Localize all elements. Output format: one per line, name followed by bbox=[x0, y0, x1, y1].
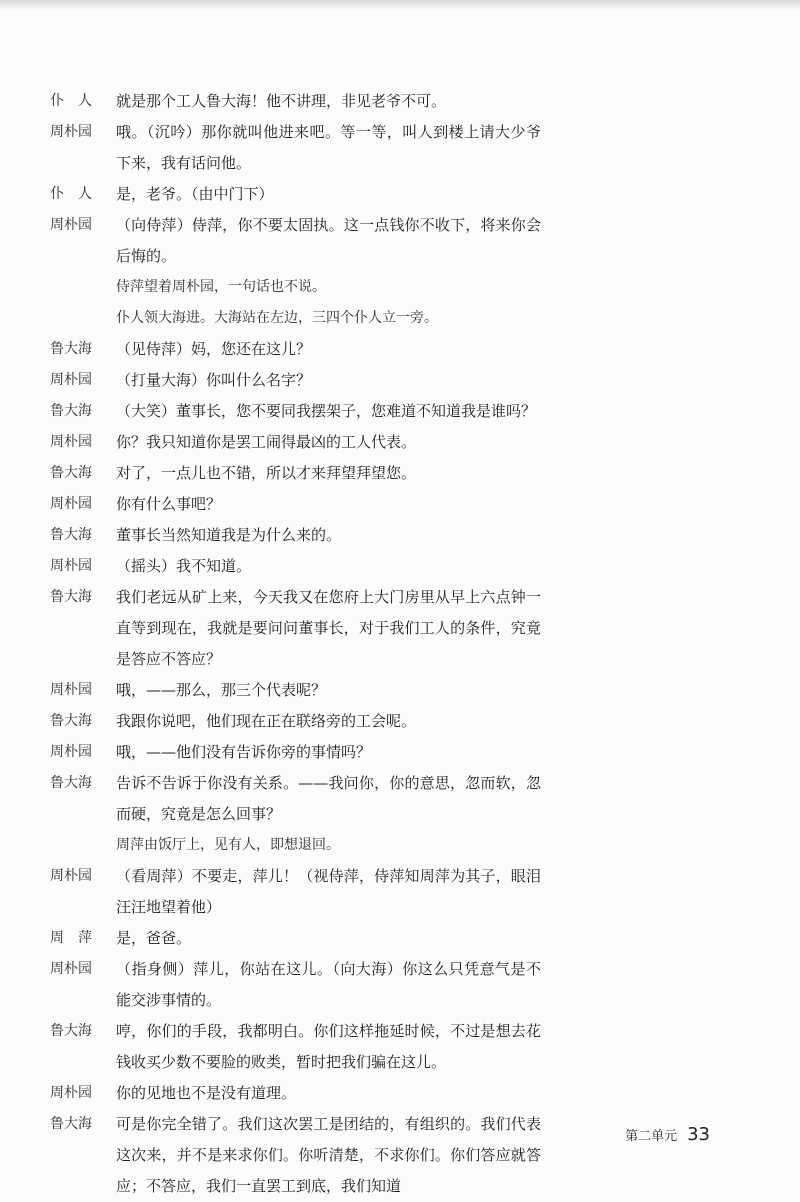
speech-text: （向侍萍）侍萍，你不要太固执。这一点钱你不收下，将来你会后悔的。 bbox=[116, 216, 541, 265]
script-body bbox=[50, 86, 550, 1202]
speech-text: 哦。（沉吟）那你就叫他进来吧。等一等，叫人到楼上请大少爷下来，我有话问他。 bbox=[116, 123, 541, 172]
dialogue-line bbox=[50, 396, 550, 427]
stage-direction: 周萍由饭厅上，见有人，即想退回。 bbox=[116, 837, 340, 853]
speaker-name: 仆 人 bbox=[50, 93, 92, 109]
speaker-name: 仆 人 bbox=[50, 186, 92, 202]
speaker-name: 周朴园 bbox=[50, 372, 92, 388]
dialogue-line bbox=[50, 179, 550, 210]
dialogue-line bbox=[50, 861, 550, 923]
stage-direction: 侍萍望着周朴园，一句话也不说。 bbox=[116, 279, 326, 295]
dialogue-line bbox=[50, 1078, 550, 1109]
dialogue-line bbox=[50, 582, 550, 675]
speaker-name: 周朴园 bbox=[50, 558, 92, 574]
speech-text: （打量大海）你叫什么名字？ bbox=[116, 371, 312, 389]
speaker-name: 周 萍 bbox=[50, 930, 92, 946]
speech-text: 哦，——那么，那三个代表呢？ bbox=[116, 681, 327, 699]
speaker-name: 鲁大海 bbox=[50, 1023, 92, 1039]
dialogue-line bbox=[50, 1016, 550, 1078]
speech-text: 对了，一点儿也不错，所以才来拜望拜望您。 bbox=[116, 464, 417, 482]
speech-text: 你的见地也不是没有道理。 bbox=[116, 1084, 297, 1102]
dialogue-line bbox=[50, 210, 550, 272]
speaker-name: 周朴园 bbox=[50, 744, 92, 760]
dialogue-line bbox=[50, 923, 550, 954]
speaker-name: 鲁大海 bbox=[50, 1116, 92, 1132]
speech-text: （看周萍）不要走，萍儿！（视侍萍，侍萍知周萍为其子，眼泪汪汪地望着他） bbox=[116, 867, 541, 916]
unit-label: 第二单元 bbox=[625, 1129, 678, 1144]
stage-direction: 仆人领大海进。大海站在左边，三四个仆人立一旁。 bbox=[116, 310, 438, 326]
speaker-name: 周朴园 bbox=[50, 217, 92, 233]
speech-text: 哦，——他们没有告诉你旁的事情吗？ bbox=[116, 743, 372, 761]
speech-text: （大笑）董事长，您不要同我摆架子，您难道不知道我是谁吗？ bbox=[116, 402, 537, 420]
speech-text: 我们老远从矿上来，今天我又在您府上大门房里从早上六点钟一直等到现在，我就是要问问董事长，对于我们工人的条件，究竟是答应不答应？ bbox=[116, 588, 541, 668]
dialogue-line bbox=[50, 489, 550, 520]
speech-text: 你有什么事吧？ bbox=[116, 495, 222, 513]
page-top-edge bbox=[0, 0, 800, 10]
speech-text: 告诉不告诉于你没有关系。——我问你，你的意思，忽而软，忽而硬，究竟是怎么回事？ bbox=[116, 774, 541, 823]
speaker-name: 周朴园 bbox=[50, 434, 92, 450]
speech-text: 是，老爷。（由中门下） bbox=[116, 185, 274, 203]
speaker-name: 鲁大海 bbox=[50, 775, 92, 791]
speaker-name: 鲁大海 bbox=[50, 465, 92, 481]
speaker-name: 周朴园 bbox=[50, 868, 92, 884]
dialogue-line bbox=[50, 86, 550, 117]
speech-text: 你？我只知道你是罢工闹得最凶的工人代表。 bbox=[116, 433, 417, 451]
speaker-name: 鲁大海 bbox=[50, 403, 92, 419]
page-number: 33 bbox=[687, 1124, 710, 1145]
dialogue-line bbox=[50, 551, 550, 582]
speech-text: （指身侧）萍儿，你站在这儿。（向大海）你这么只凭意气是不能交涉事情的。 bbox=[116, 960, 541, 1009]
dialogue-line bbox=[50, 954, 550, 1016]
dialogue-line bbox=[50, 365, 550, 396]
dialogue-line bbox=[50, 706, 550, 737]
speaker-name: 周朴园 bbox=[50, 496, 92, 512]
speaker-name: 周朴园 bbox=[50, 124, 92, 140]
speech-text: 董事长当然知道我是为什么来的。 bbox=[116, 526, 342, 544]
speech-text: 哼，你们的手段，我都明白。你们这样拖延时候，不过是想去花钱收买少数不要脸的败类，暂时把我们骗在这儿。 bbox=[116, 1022, 541, 1071]
speech-text: 可是你完全错了。我们这次罢工是团结的，有组织的。我们代表这次来，并不是来求你们。你听清楚，不求你们。你们答应就答应；不答应，我们一直罢工到底，我们知道 bbox=[116, 1115, 541, 1195]
dialogue-line bbox=[50, 520, 550, 551]
speaker-name: 鲁大海 bbox=[50, 341, 92, 357]
speaker-name: 周朴园 bbox=[50, 1085, 92, 1101]
speaker-name: 鲁大海 bbox=[50, 589, 92, 605]
dialogue-line bbox=[50, 768, 550, 830]
speaker-name: 鲁大海 bbox=[50, 527, 92, 543]
dialogue-line bbox=[50, 458, 550, 489]
dialogue-line bbox=[50, 737, 550, 768]
speech-text: 就是那个工人鲁大海！他不讲理，非见老爷不可。 bbox=[116, 92, 447, 110]
dialogue-line bbox=[50, 334, 550, 365]
speech-text: 是，爸爸。 bbox=[116, 929, 192, 947]
speech-text: （摇头）我不知道。 bbox=[116, 557, 252, 575]
speech-text: 我跟你说吧，他们现在正在联络旁的工会呢。 bbox=[116, 712, 417, 730]
speaker-name: 鲁大海 bbox=[50, 713, 92, 729]
dialogue-line bbox=[50, 675, 550, 706]
speaker-name: 周朴园 bbox=[50, 682, 92, 698]
speaker-name: 周朴园 bbox=[50, 961, 92, 977]
dialogue-line bbox=[50, 427, 550, 458]
dialogue-line bbox=[50, 117, 550, 179]
speech-text: （见侍萍）妈，您还在这儿？ bbox=[116, 340, 312, 358]
page-footer bbox=[625, 1124, 710, 1145]
dialogue-line bbox=[50, 1109, 550, 1202]
